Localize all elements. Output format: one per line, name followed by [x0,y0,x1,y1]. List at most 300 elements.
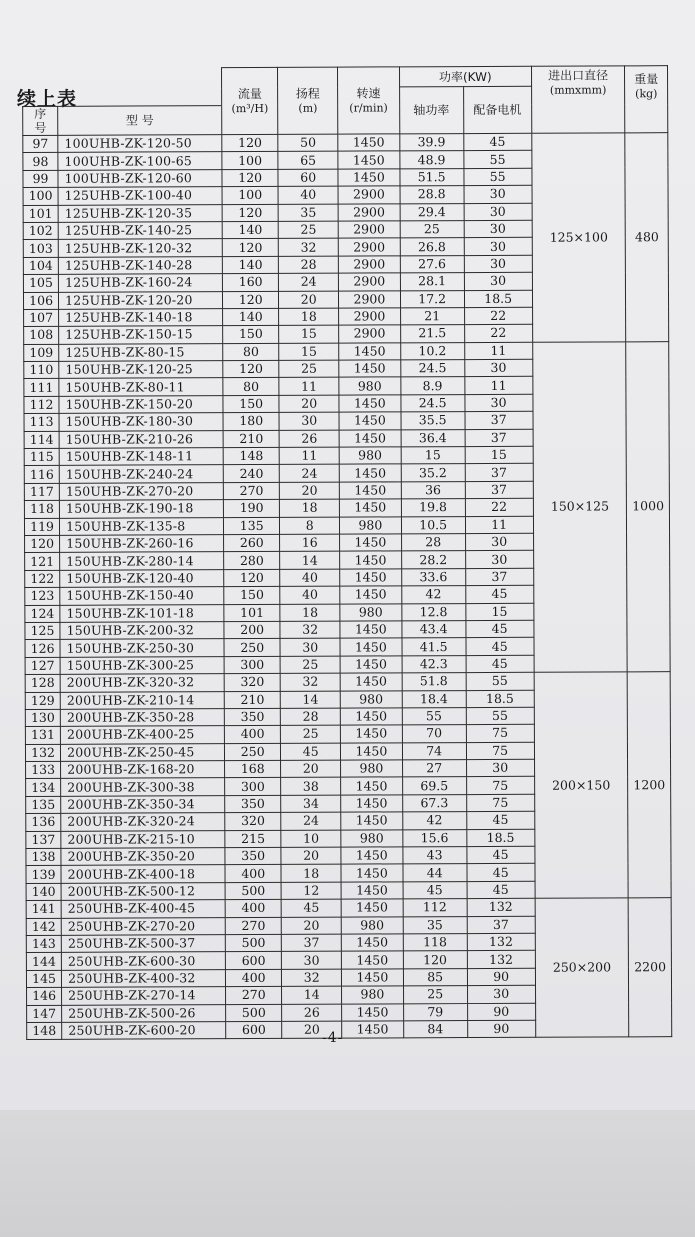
head-cell: 38 [281,778,341,796]
port-unit: (mmxmm) [549,83,607,97]
seq-cell: 99 [23,170,58,188]
model-cell: 125UHB-ZK-80-15 [59,343,223,361]
flow-cell: 135 [223,517,279,535]
model-cell: 200UHB-ZK-320-32 [60,674,224,692]
port-size-cell: 150×125 [532,342,627,673]
speed-cell: 980 [339,377,401,395]
seq-cell: 142 [26,918,61,936]
speed-header [338,67,400,134]
head-cell: 30 [282,951,342,969]
motor-power-cell: 37 [465,464,533,482]
speed-cell: 2900 [339,325,401,343]
speed-cell: 1450 [341,847,403,865]
shaft-power-cell: 28.1 [400,273,464,291]
flow-cell: 400 [224,726,280,744]
model-cell: 150UHB-ZK-150-40 [60,587,224,605]
model-cell: 100UHB-ZK-100-65 [58,152,222,170]
speed-cell: 1450 [340,569,402,587]
head-cell: 65 [278,152,338,170]
motor-power-cell: 30 [465,533,533,551]
speed-cell: 1450 [340,725,402,743]
model-cell: 250UHB-ZK-600-30 [61,952,225,970]
flow-cell: 140 [222,221,278,239]
flow-cell: 215 [225,830,281,848]
head-cell: 24 [281,812,341,830]
flow-cell: 300 [224,656,280,674]
motor-power-cell: 22 [465,498,533,516]
seq-cell: 126 [25,640,60,658]
model-cell: 200UHB-ZK-320-24 [61,813,225,831]
table-body [23,133,672,1040]
motor-power-header: 配备电机 [463,86,531,133]
head-cell: 14 [280,551,340,569]
seq-cell: 120 [25,535,60,553]
port-header [531,66,625,133]
speed-cell: 2900 [338,273,400,291]
seq-label-1: 序 [34,106,47,121]
seq-cell: 124 [25,605,60,623]
speed-cell: 1450 [340,673,402,691]
head-cell: 28 [281,708,341,726]
seq-cell: 127 [25,657,60,675]
motor-power-cell: 18.5 [466,829,534,847]
head-cell: 8 [280,517,340,535]
port-label: 进出口直径 [548,68,609,83]
shaft-power-cell: 24.5 [401,360,465,378]
seq-cell: 140 [26,883,61,901]
model-cell: 125UHB-ZK-140-28 [58,256,222,274]
speed-cell: 1450 [341,777,403,795]
speed-cell: 2900 [338,221,400,239]
seq-cell: 134 [26,779,61,797]
seq-cell: 141 [26,901,61,919]
head-cell: 30 [279,412,339,430]
flow-cell: 600 [225,952,281,970]
seq-cell: 129 [25,692,60,710]
model-cell: 250UHB-ZK-600-20 [62,1022,226,1040]
shaft-power-cell: 43 [403,847,467,865]
model-cell: 125UHB-ZK-160-24 [59,274,223,292]
head-cell: 14 [281,691,341,709]
motor-power-cell: 90 [467,1020,535,1038]
power-header: 功率(KW) [399,66,531,87]
seq-cell: 145 [26,970,61,988]
speed-cell: 980 [339,516,401,534]
motor-power-cell: 55 [466,707,534,725]
head-cell: 32 [279,238,339,256]
speed-cell: 1450 [339,360,401,378]
flow-cell: 80 [223,343,279,361]
motor-power-cell: 30 [467,985,535,1003]
seq-cell: 135 [26,796,61,814]
motor-power-cell: 22 [464,325,532,343]
flow-cell: 400 [225,865,281,883]
port-size-cell: 200×150 [534,672,629,898]
speed-cell: 1450 [339,395,401,413]
flow-cell: 148 [223,447,279,465]
weight-cell: 1200 [628,672,672,898]
shaft-power-cell: 69.5 [402,777,466,795]
speed-cell: 980 [339,447,401,465]
seq-cell: 130 [25,709,60,727]
flow-cell: 350 [225,847,281,865]
motor-power-cell: 45 [466,655,534,673]
flow-unit: (m³/H) [231,101,269,115]
head-cell: 20 [282,917,342,935]
seq-cell: 117 [24,483,59,501]
seq-cell: 146 [27,987,62,1005]
model-cell: 150UHB-ZK-148-11 [59,448,223,466]
seq-cell: 139 [26,866,61,884]
motor-power-cell: 30 [464,255,532,273]
model-cell: 150UHB-ZK-150-20 [59,395,223,413]
speed-cell: 980 [341,829,403,847]
model-cell: 150UHB-ZK-210-26 [59,430,223,448]
seq-cell: 136 [26,814,61,832]
head-cell: 18 [280,499,340,517]
seq-cell: 128 [25,674,60,692]
flow-cell: 200 [224,621,280,639]
speed-cell: 980 [341,916,403,934]
seq-header [23,106,58,135]
head-cell: 15 [279,343,339,361]
head-cell: 20 [281,760,341,778]
table-continuation-title: 续上表 [17,88,78,110]
motor-power-cell: 30 [464,272,532,290]
speed-cell: 980 [341,760,403,778]
head-cell: 25 [279,360,339,378]
seq-cell: 144 [26,953,61,971]
seq-cell: 148 [27,1022,62,1040]
model-cell: 125UHB-ZK-100-40 [58,187,222,205]
model-cell: 125UHB-ZK-120-35 [58,204,222,222]
head-header [278,67,338,134]
model-cell: 150UHB-ZK-250-30 [60,639,224,657]
shaft-power-cell: 79 [403,1003,467,1021]
page-shadow-edge [0,1110,695,1237]
head-cell: 34 [281,795,341,813]
speed-unit: (r/min) [349,100,388,115]
shaft-power-cell: 51.5 [400,168,464,186]
head-cell: 24 [279,273,339,291]
head-cell: 18 [281,865,341,883]
table-row [24,341,669,361]
head-cell: 28 [279,256,339,274]
pump-spec-table [22,65,672,1040]
motor-power-cell: 132 [467,951,535,969]
motor-power-cell: 30 [465,551,533,569]
model-cell: 150UHB-ZK-300-25 [60,656,224,674]
shaft-power-cell: 10.5 [401,516,465,534]
head-cell: 10 [281,830,341,848]
motor-power-cell: 30 [464,185,532,203]
model-header: 型 号 [58,106,222,136]
head-cell: 11 [280,447,340,465]
speed-cell: 1450 [338,134,400,152]
shaft-power-cell: 42 [401,586,465,604]
model-cell: 200UHB-ZK-350-28 [60,709,224,727]
seq-cell: 101 [23,205,58,223]
flow-cell: 300 [225,778,281,796]
seq-cell: 112 [24,396,59,414]
speed-cell: 1450 [340,743,402,761]
motor-power-cell: 45 [467,881,535,899]
seq-cell: 147 [27,1005,62,1023]
weight-cell: 480 [625,133,669,342]
shaft-power-cell: 120 [403,951,467,969]
speed-cell: 1450 [342,1021,404,1039]
speed-cell: 2900 [338,256,400,274]
seq-cell: 103 [23,240,58,258]
model-cell: 125UHB-ZK-150-15 [59,326,223,344]
speed-cell: 1450 [339,343,401,361]
shaft-power-cell: 39.9 [400,134,464,152]
page-number: -4- [322,1030,344,1046]
flow-cell: 100 [222,187,278,205]
shaft-power-cell: 21.5 [400,325,464,343]
speed-cell: 1450 [338,151,400,169]
flow-cell: 120 [222,169,278,187]
motor-power-cell: 75 [466,777,534,795]
seq-cell: 133 [26,761,61,779]
motor-power-cell: 45 [463,133,531,151]
model-cell: 200UHB-ZK-350-20 [61,848,225,866]
shaft-power-header: 轴功率 [399,87,463,134]
flow-cell: 190 [223,500,279,518]
flow-cell: 280 [224,552,280,570]
flow-cell: 270 [226,987,282,1005]
speed-cell: 1450 [340,621,402,639]
seq-cell: 105 [23,274,58,292]
flow-cell: 120 [222,291,278,309]
head-cell: 60 [278,169,338,187]
shaft-power-cell: 45 [403,881,467,899]
model-cell: 150UHB-ZK-270-20 [59,482,223,500]
flow-cell: 80 [223,378,279,396]
head-cell: 20 [281,847,341,865]
flow-cell: 101 [224,604,280,622]
seq-cell: 115 [24,448,59,466]
seq-cell: 125 [25,622,60,640]
flow-cell: 210 [224,691,280,709]
speed-cell: 1450 [340,551,402,569]
seq-cell: 122 [25,570,60,588]
motor-power-cell: 11 [464,342,532,360]
speed-cell: 2900 [339,308,401,326]
speed-cell: 1450 [342,1003,404,1021]
model-cell: 250UHB-ZK-400-32 [62,969,226,987]
weight-cell: 1000 [626,341,670,672]
seq-cell: 104 [23,257,58,275]
seq-cell: 132 [25,744,60,762]
speed-cell: 1450 [341,812,403,830]
shaft-power-cell: 36 [401,481,465,499]
model-cell: 150UHB-ZK-190-18 [59,500,223,518]
flow-cell: 150 [223,395,279,413]
shaft-power-cell: 8.9 [401,377,465,395]
seq-cell: 113 [24,414,59,432]
speed-cell: 1450 [339,482,401,500]
head-cell: 45 [281,743,341,761]
seq-cell: 102 [23,222,58,240]
flow-cell: 140 [222,256,278,274]
motor-power-cell: 30 [464,220,532,238]
seq-cell: 109 [24,344,59,362]
head-cell: 32 [282,969,342,987]
motor-power-cell: 132 [467,933,535,951]
table-row [25,672,670,692]
shaft-power-cell: 35 [403,916,467,934]
shaft-power-cell: 118 [403,934,467,952]
motor-power-cell: 18.5 [466,690,534,708]
speed-cell: 1450 [340,708,402,726]
shaft-power-cell: 24.5 [401,394,465,412]
flow-cell: 160 [222,274,278,292]
seq-cell: 111 [24,379,59,397]
motor-power-cell: 75 [466,742,534,760]
model-cell: 150UHB-ZK-240-24 [59,465,223,483]
shaft-power-cell: 51.8 [402,673,466,691]
model-cell: 150UHB-ZK-200-32 [60,622,224,640]
shaft-power-cell: 70 [402,725,466,743]
model-cell: 100UHB-ZK-120-50 [58,135,222,153]
motor-power-cell: 15 [465,603,533,621]
head-cell: 25 [280,656,340,674]
model-cell: 200UHB-ZK-300-38 [61,778,225,796]
motor-power-cell: 30 [464,203,532,221]
weight-cell: 2200 [629,898,672,1037]
flow-cell: 240 [223,465,279,483]
speed-cell: 1450 [341,969,403,987]
head-cell: 35 [279,204,339,222]
motor-power-cell: 75 [466,725,534,743]
motor-power-cell: 37 [465,568,533,586]
model-cell: 150UHB-ZK-135-8 [60,517,224,535]
speed-cell: 2900 [338,186,400,204]
head-cell: 25 [281,725,341,743]
head-cell: 20 [282,1021,342,1039]
seq-cell: 137 [26,831,61,849]
head-cell: 45 [282,899,342,917]
flow-cell: 120 [222,134,278,152]
head-label: 扬程 [295,86,320,101]
flow-label: 流量 [237,86,262,101]
shaft-power-cell: 17.2 [400,290,464,308]
speed-cell: 2900 [338,203,400,221]
speed-cell: 1450 [339,499,401,517]
model-cell: 125UHB-ZK-140-18 [59,309,223,327]
shaft-power-cell: 43.4 [402,621,466,639]
shaft-power-cell: 84 [403,1020,467,1038]
model-cell: 150UHB-ZK-280-14 [60,552,224,570]
seq-cell: 114 [24,431,59,449]
speed-cell: 1450 [341,899,403,917]
motor-power-cell: 22 [464,307,532,325]
head-cell: 15 [279,325,339,343]
shaft-power-cell: 29.4 [400,203,464,221]
seq-cell: 119 [24,518,59,536]
head-unit: (m) [298,101,318,115]
flow-cell: 150 [224,587,280,605]
seq-cell: 143 [26,935,61,953]
head-cell: 26 [282,1004,342,1022]
shaft-power-cell: 25 [403,986,467,1004]
flow-cell: 120 [222,239,278,257]
flow-cell: 500 [226,1004,282,1022]
speed-cell: 1450 [341,934,403,952]
head-cell: 37 [282,934,342,952]
flow-cell: 168 [225,760,281,778]
head-cell: 32 [280,621,340,639]
flow-cell: 100 [222,152,278,170]
shaft-power-cell: 28 [401,534,465,552]
seq-cell: 131 [25,727,60,745]
table-row [23,133,668,153]
shaft-power-cell: 67.3 [402,794,466,812]
head-cell: 50 [278,134,338,152]
model-cell: 200UHB-ZK-400-25 [60,726,224,744]
speed-cell: 1450 [339,412,401,430]
shaft-power-cell: 85 [403,968,467,986]
flow-cell: 250 [224,743,280,761]
shaft-power-cell: 36.4 [401,429,465,447]
shaft-power-cell: 41.5 [402,638,466,656]
head-cell: 14 [282,986,342,1004]
seq-cell: 107 [24,309,59,327]
seq-cell: 108 [24,327,59,345]
shaft-power-cell: 33.6 [401,568,465,586]
shaft-power-cell: 15.6 [403,829,467,847]
head-cell: 20 [279,291,339,309]
head-cell: 18 [280,604,340,622]
flow-cell: 350 [225,795,281,813]
port-size-cell: 250×200 [535,898,629,1038]
motor-power-cell: 90 [467,968,535,986]
shaft-power-cell: 112 [403,899,467,917]
model-cell: 200UHB-ZK-400-18 [61,865,225,883]
flow-cell: 260 [224,534,280,552]
flow-cell: 500 [225,934,281,952]
speed-cell: 980 [342,986,404,1004]
seq-cell: 123 [25,587,60,605]
seq-cell: 100 [23,188,58,206]
model-cell: 150UHB-ZK-180-30 [59,413,223,431]
shaft-power-cell: 25 [400,221,464,239]
flow-cell: 120 [223,360,279,378]
seq-cell: 118 [24,501,59,519]
model-cell: 125UHB-ZK-140-25 [58,222,222,240]
speed-cell: 1450 [338,169,400,187]
speed-cell: 1450 [341,864,403,882]
motor-power-cell: 45 [466,620,534,638]
motor-power-cell: 30 [466,759,534,777]
head-cell: 40 [280,586,340,604]
model-cell: 150UHB-ZK-260-16 [60,535,224,553]
seq-cell: 98 [23,153,58,171]
model-cell: 200UHB-ZK-215-10 [61,830,225,848]
head-cell: 18 [279,308,339,326]
seq-cell: 121 [25,553,60,571]
shaft-power-cell: 28.8 [400,186,464,204]
model-cell: 150UHB-ZK-120-40 [60,569,224,587]
model-cell: 250UHB-ZK-270-20 [61,917,225,935]
motor-power-cell: 45 [467,864,535,882]
seq-cell: 138 [26,848,61,866]
head-cell: 20 [280,482,340,500]
shaft-power-cell: 42.3 [402,655,466,673]
motor-power-cell: 90 [467,1003,535,1021]
motor-power-cell: 37 [465,412,533,430]
